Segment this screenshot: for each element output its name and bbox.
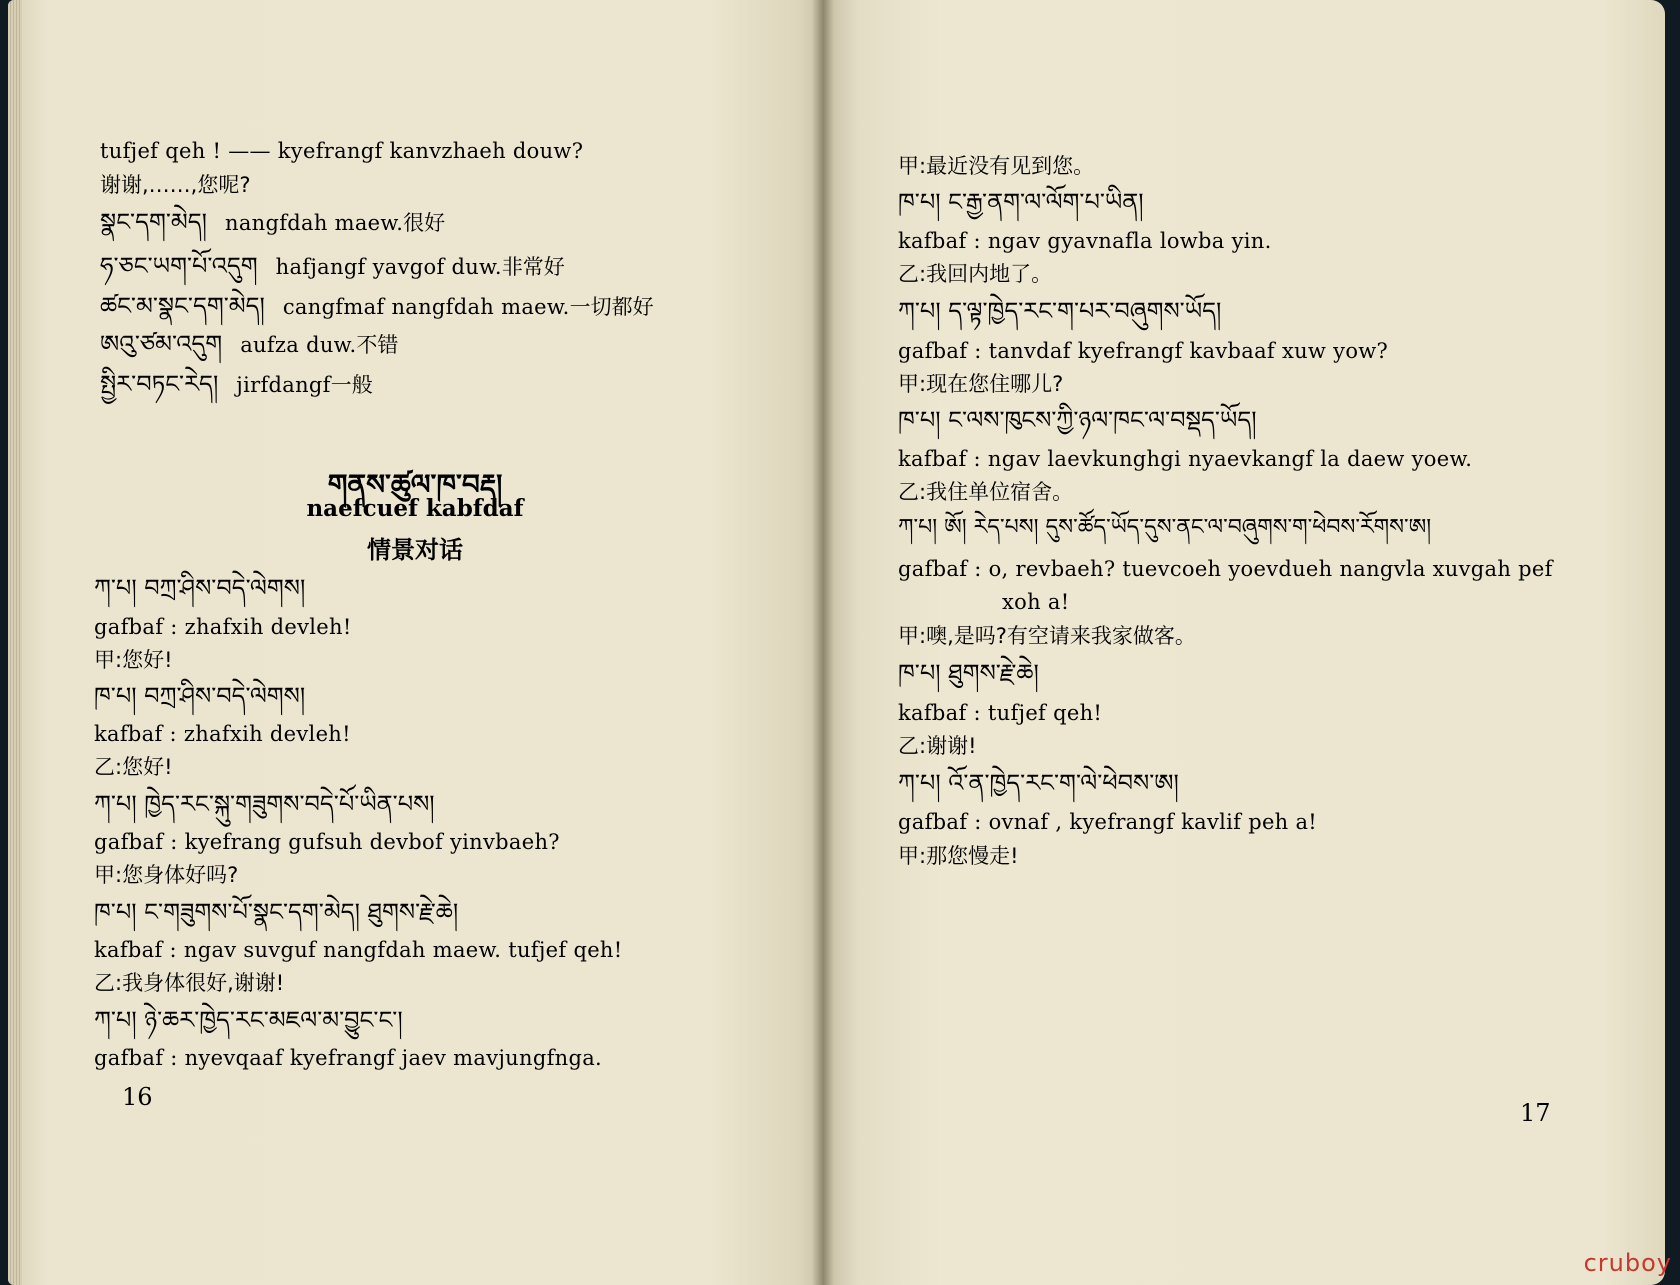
dialogue-chinese: 乙:谢谢! <box>898 734 977 758</box>
text-line <box>100 137 583 165</box>
book-gutter <box>812 0 834 1285</box>
dialogue-romanization: gafbaf : kyefrang gufsuh devbof yinvbaeh? <box>94 830 560 854</box>
tibetan-text: སྣང་དག་མེད། <box>100 208 207 236</box>
chinese-text: 一切都好 <box>569 295 654 319</box>
chinese-text: 很好 <box>403 211 446 235</box>
dialogue-chinese: 甲:那您慢走! <box>898 844 1019 868</box>
dialogue-tibetan: ཁ་པ། ང་ལས་ཁུངས་ཀྱི་ཉལ་ཁང་ལ་བསྡད་ཡོད། <box>898 406 1257 434</box>
dialogue-tibetan: ཀ་པ། འོ་ན་ཁྱེད་རང་ག་ལེ་ཕེབས་ཨ། <box>898 769 1179 797</box>
page-number-left: 16 <box>122 1083 153 1111</box>
section-heading-romanization: naefcuef kabfdaf <box>306 495 524 522</box>
dialogue-chinese: 甲:您身体好吗? <box>94 863 239 887</box>
dialogue-romanization-continued: xoh a! <box>1002 590 1070 614</box>
dialogue-tibetan: ཀ་པ། ཁྱེད་རང་སྐུ་གཟུགས་བདེ་པོ་ཡིན་པས། <box>94 790 435 818</box>
page-edge-stack <box>8 0 22 1285</box>
dialogue-chinese: 乙:我回内地了。 <box>898 262 1053 286</box>
section-heading-tibetan: གནས་ཚུལ་ཁ་བརྡ། <box>327 468 503 501</box>
dialogue-chinese: 乙:您好! <box>94 755 173 779</box>
vocab-line <box>100 370 373 399</box>
dialogue-tibetan: ཁ་པ། བཀྲ་ཤིས་བདེ་ལེགས། <box>94 682 306 710</box>
chinese-text: 一般 <box>330 373 373 397</box>
dialogue-romanization: kafbaf : zhafxih devleh! <box>94 722 351 746</box>
vocab-line <box>100 252 565 281</box>
romanization: hafjangf yavgof duw. <box>275 255 502 279</box>
dialogue-tibetan: ཁ་པ། ང་གཟུགས་པོ་སྣང་དག་མེད། ཐུགས་རྗེ་ཆེ། <box>94 898 459 926</box>
chinese-text: 不错 <box>356 333 399 357</box>
dialogue-chinese: 甲:现在您住哪儿? <box>898 372 1064 396</box>
text-line <box>100 171 251 199</box>
dialogue-romanization: gafbaf : o, revbaeh? tuevcoeh yoevdueh nangvla xuvgah pef <box>898 557 1553 581</box>
chinese-text: 谢谢,……,您呢? <box>100 173 251 197</box>
tibetan-text: ཧ་ཅང་ཡག་པོ་འདུག <box>100 252 258 280</box>
section-heading-chinese: 情景对话 <box>367 536 463 564</box>
chinese-text: 非常好 <box>501 255 565 279</box>
dialogue-romanization: gafbaf : nyevqaaf kyefrangf jaev mavjungfnga. <box>94 1046 603 1070</box>
vocab-line <box>100 292 654 321</box>
dialogue-chinese: 乙:我身体很好,谢谢! <box>94 971 285 995</box>
dialogue-tibetan: ཀ་པ། ཉེ་ཆར་ཁྱེད་རང་མཇལ་མ་བྱུང་ང་། <box>94 1006 403 1034</box>
tibetan-text: ཚང་མ་སྣང་དག་མེད། <box>100 292 265 320</box>
dialogue-tibetan: ཀ་པ། བཀྲ་ཤིས་བདེ་ལེགས། <box>94 574 306 602</box>
dialogue-chinese: 甲:噢,是吗?有空请来我家做客。 <box>898 624 1196 648</box>
romanization: nangfdah maew. <box>225 211 404 235</box>
romanization: jirfdangf <box>236 373 331 397</box>
tibetan-text: ཨའུ་ཙམ་འདུག <box>100 330 223 358</box>
tibetan-text: སྤྱིར་བཏང་རེད། <box>100 370 219 398</box>
dialogue-chinese: 甲:您好! <box>94 648 173 672</box>
dialogue-tibetan: ཀ་པ། ད་ལྟ་ཁྱེད་རང་ག་པར་བཞུགས་ཡོད། <box>898 297 1222 325</box>
vocab-line <box>100 208 445 237</box>
dialogue-romanization: gafbaf : ovnaf , kyefrangf kavlif peh a! <box>898 810 1318 834</box>
dialogue-romanization: gafbaf : tanvdaf kyefrangf kavbaaf xuw yow? <box>898 339 1389 363</box>
dialogue-romanization: kafbaf : ngav gyavnafla lowba yin. <box>898 229 1272 253</box>
dialogue-romanization: kafbaf : ngav suvguf nangfdah maew. tufjef qeh! <box>94 938 623 962</box>
vocab-line <box>100 330 398 359</box>
dialogue-romanization: kafbaf : ngav laevkunghgi nyaevkangf la daew yoew. <box>898 447 1473 471</box>
watermark-text: cruboy <box>1583 1249 1672 1277</box>
romanization: tufjef qeh ! —— kyefrangf kanvzhaeh douw? <box>100 139 584 163</box>
dialogue-chinese: 乙:我住单位宿舍。 <box>898 480 1074 504</box>
dialogue-tibetan: ཁ་པ། ཐུགས་རྗེ་ཆེ། <box>898 659 1039 687</box>
page-number-right: 17 <box>1520 1099 1551 1127</box>
dialogue-tibetan: ཀ་པ། ཨོ། རེད་པས། དུས་ཚོད་ཡོད་དུས་ནང་ལ་བཞུགས་ག་ཕེབས་རོགས་ཨ། <box>898 515 1432 540</box>
dialogue-chinese: 甲:最近没有见到您。 <box>898 154 1095 178</box>
dialogue-tibetan: ཁ་པ། ང་རྒྱ་ནག་ལ་ལོག་པ་ཡིན། <box>898 188 1144 216</box>
romanization: cangfmaf nangfdah maew. <box>282 295 570 319</box>
romanization: aufza duw. <box>240 333 357 357</box>
dialogue-romanization: kafbaf : tufjef qeh! <box>898 701 1103 725</box>
dialogue-romanization: gafbaf : zhafxih devleh! <box>94 615 352 639</box>
